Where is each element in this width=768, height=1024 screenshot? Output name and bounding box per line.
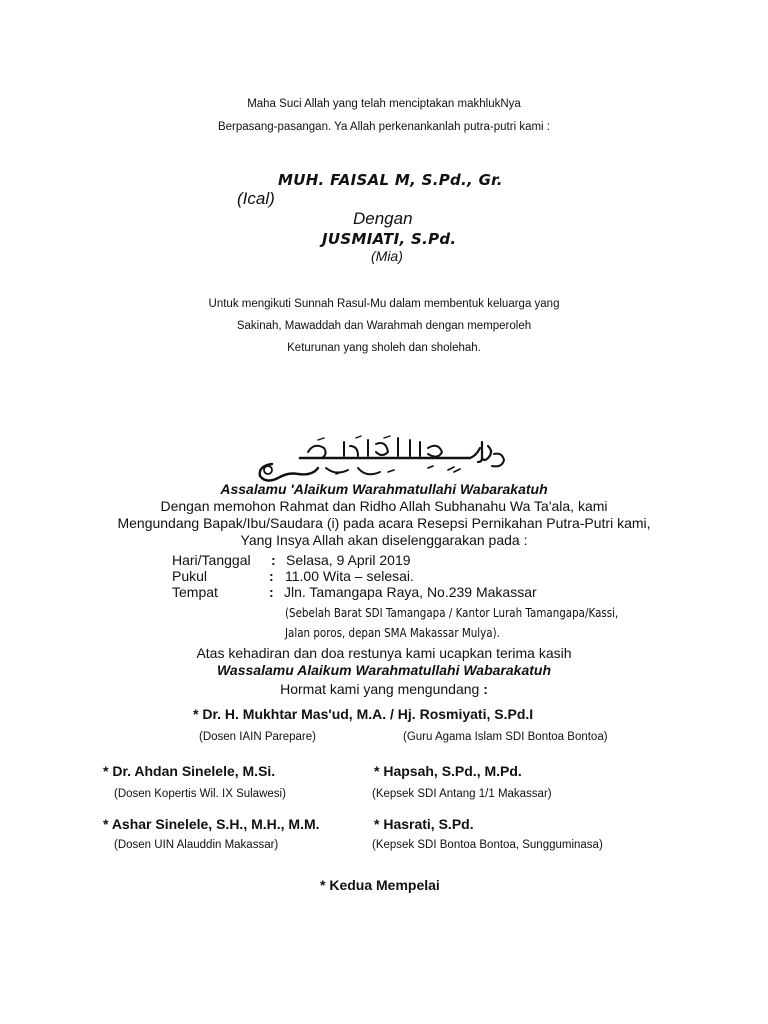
bride-nickname: (Mia) bbox=[371, 248, 403, 264]
event-time-colon: : bbox=[269, 568, 274, 584]
invitation-line-1: Dengan memohon Rahmat dan Ridho Allah Subhanahu Wa Ta'ala, kami bbox=[160, 498, 608, 514]
event-day-label: Hari/Tanggal bbox=[172, 552, 251, 568]
host-main-names: * Dr. H. Mukhtar Mas'ud, M.A. / Hj. Rosmiyati, S.Pd.I bbox=[193, 706, 534, 722]
event-day-value: Selasa, 9 April 2019 bbox=[286, 552, 411, 568]
event-place-colon: : bbox=[269, 584, 274, 600]
basmalah-calligraphy-icon bbox=[248, 434, 516, 484]
closing-hormat-colon: : bbox=[483, 681, 488, 697]
host-couple: * Kedua Mempelai bbox=[320, 877, 440, 893]
host-4-role: (Kepsek SDI Bontoa Bontoa, Sungguminasa) bbox=[372, 839, 603, 851]
event-place-note-2: Jalan poros, depan SMA Makassar Mulya). bbox=[285, 626, 500, 640]
connector-dengan: Dengan bbox=[353, 209, 413, 228]
prayer-line-1: Untuk mengikuti Sunnah Rasul-Mu dalam membentuk keluarga yang bbox=[208, 298, 560, 310]
prayer-line-2: Sakinah, Mawaddah dan Warahmah dengan memperoleh bbox=[236, 320, 532, 332]
host-3-role: (Dosen UIN Alauddin Makassar) bbox=[114, 839, 279, 851]
event-place-note-1: (Sebelah Barat SDI Tamangapa / Kantor Lurah Tamangapa/Kassi, bbox=[285, 606, 619, 620]
intro-line-1: Maha Suci Allah yang telah menciptakan makhlukNya bbox=[247, 98, 521, 110]
host-main-role-2: (Guru Agama Islam SDI Bontoa Bontoa) bbox=[403, 731, 608, 743]
intro-line-2: Berpasang-pasangan. Ya Allah perkenankanlah putra-putri kami : bbox=[217, 121, 550, 133]
groom-nickname: (Ical) bbox=[237, 189, 275, 208]
event-day-colon: : bbox=[271, 552, 276, 568]
host-1-name: * Dr. Ahdan Sinelele, M.Si. bbox=[103, 763, 276, 779]
closing-thanks: Atas kehadiran dan doa restunya kami ucapkan terima kasih bbox=[196, 645, 572, 661]
closing-hormat-line bbox=[0, 681, 768, 697]
event-time-label: Pukul bbox=[172, 568, 208, 584]
event-time-value: 11.00 Wita – selesai. bbox=[285, 568, 414, 584]
host-2-name: * Hapsah, S.Pd., M.Pd. bbox=[374, 763, 522, 779]
groom-name: MUH. FAISAL M, S.Pd., Gr. bbox=[278, 171, 503, 189]
event-place-value: Jln. Tamangapa Raya, No.239 Makassar bbox=[284, 584, 537, 600]
invitation-line-2: Mengundang Bapak/Ibu/Saudara (i) pada acara Resepsi Pernikahan Putra-Putri kami, bbox=[117, 515, 651, 531]
host-2-role: (Kepsek SDI Antang 1/1 Makassar) bbox=[372, 788, 552, 800]
bride-name: JUSMIATI, S.Pd. bbox=[322, 230, 457, 248]
host-main-role-1: (Dosen IAIN Parepare) bbox=[199, 731, 316, 743]
closing-salam: Wassalamu Alaikum Warahmatullahi Wabarakatuh bbox=[216, 662, 552, 678]
host-1-role: (Dosen Kopertis Wil. IX Sulawesi) bbox=[114, 788, 286, 800]
event-place-label: Tempat bbox=[172, 584, 218, 600]
closing-hormat: Hormat kami yang mengundang bbox=[280, 681, 480, 697]
prayer-line-3: Keturunan yang sholeh dan sholehah. bbox=[287, 342, 481, 354]
host-3-name: * Ashar Sinelele, S.H., M.H., M.M. bbox=[103, 816, 320, 832]
host-4-name: * Hasrati, S.Pd. bbox=[374, 816, 474, 832]
invitation-line-3: Yang Insya Allah akan diselenggarakan pada : bbox=[240, 532, 528, 548]
greeting-assalamu: Assalamu 'Alaikum Warahmatullahi Wabarakatuh bbox=[220, 481, 548, 497]
